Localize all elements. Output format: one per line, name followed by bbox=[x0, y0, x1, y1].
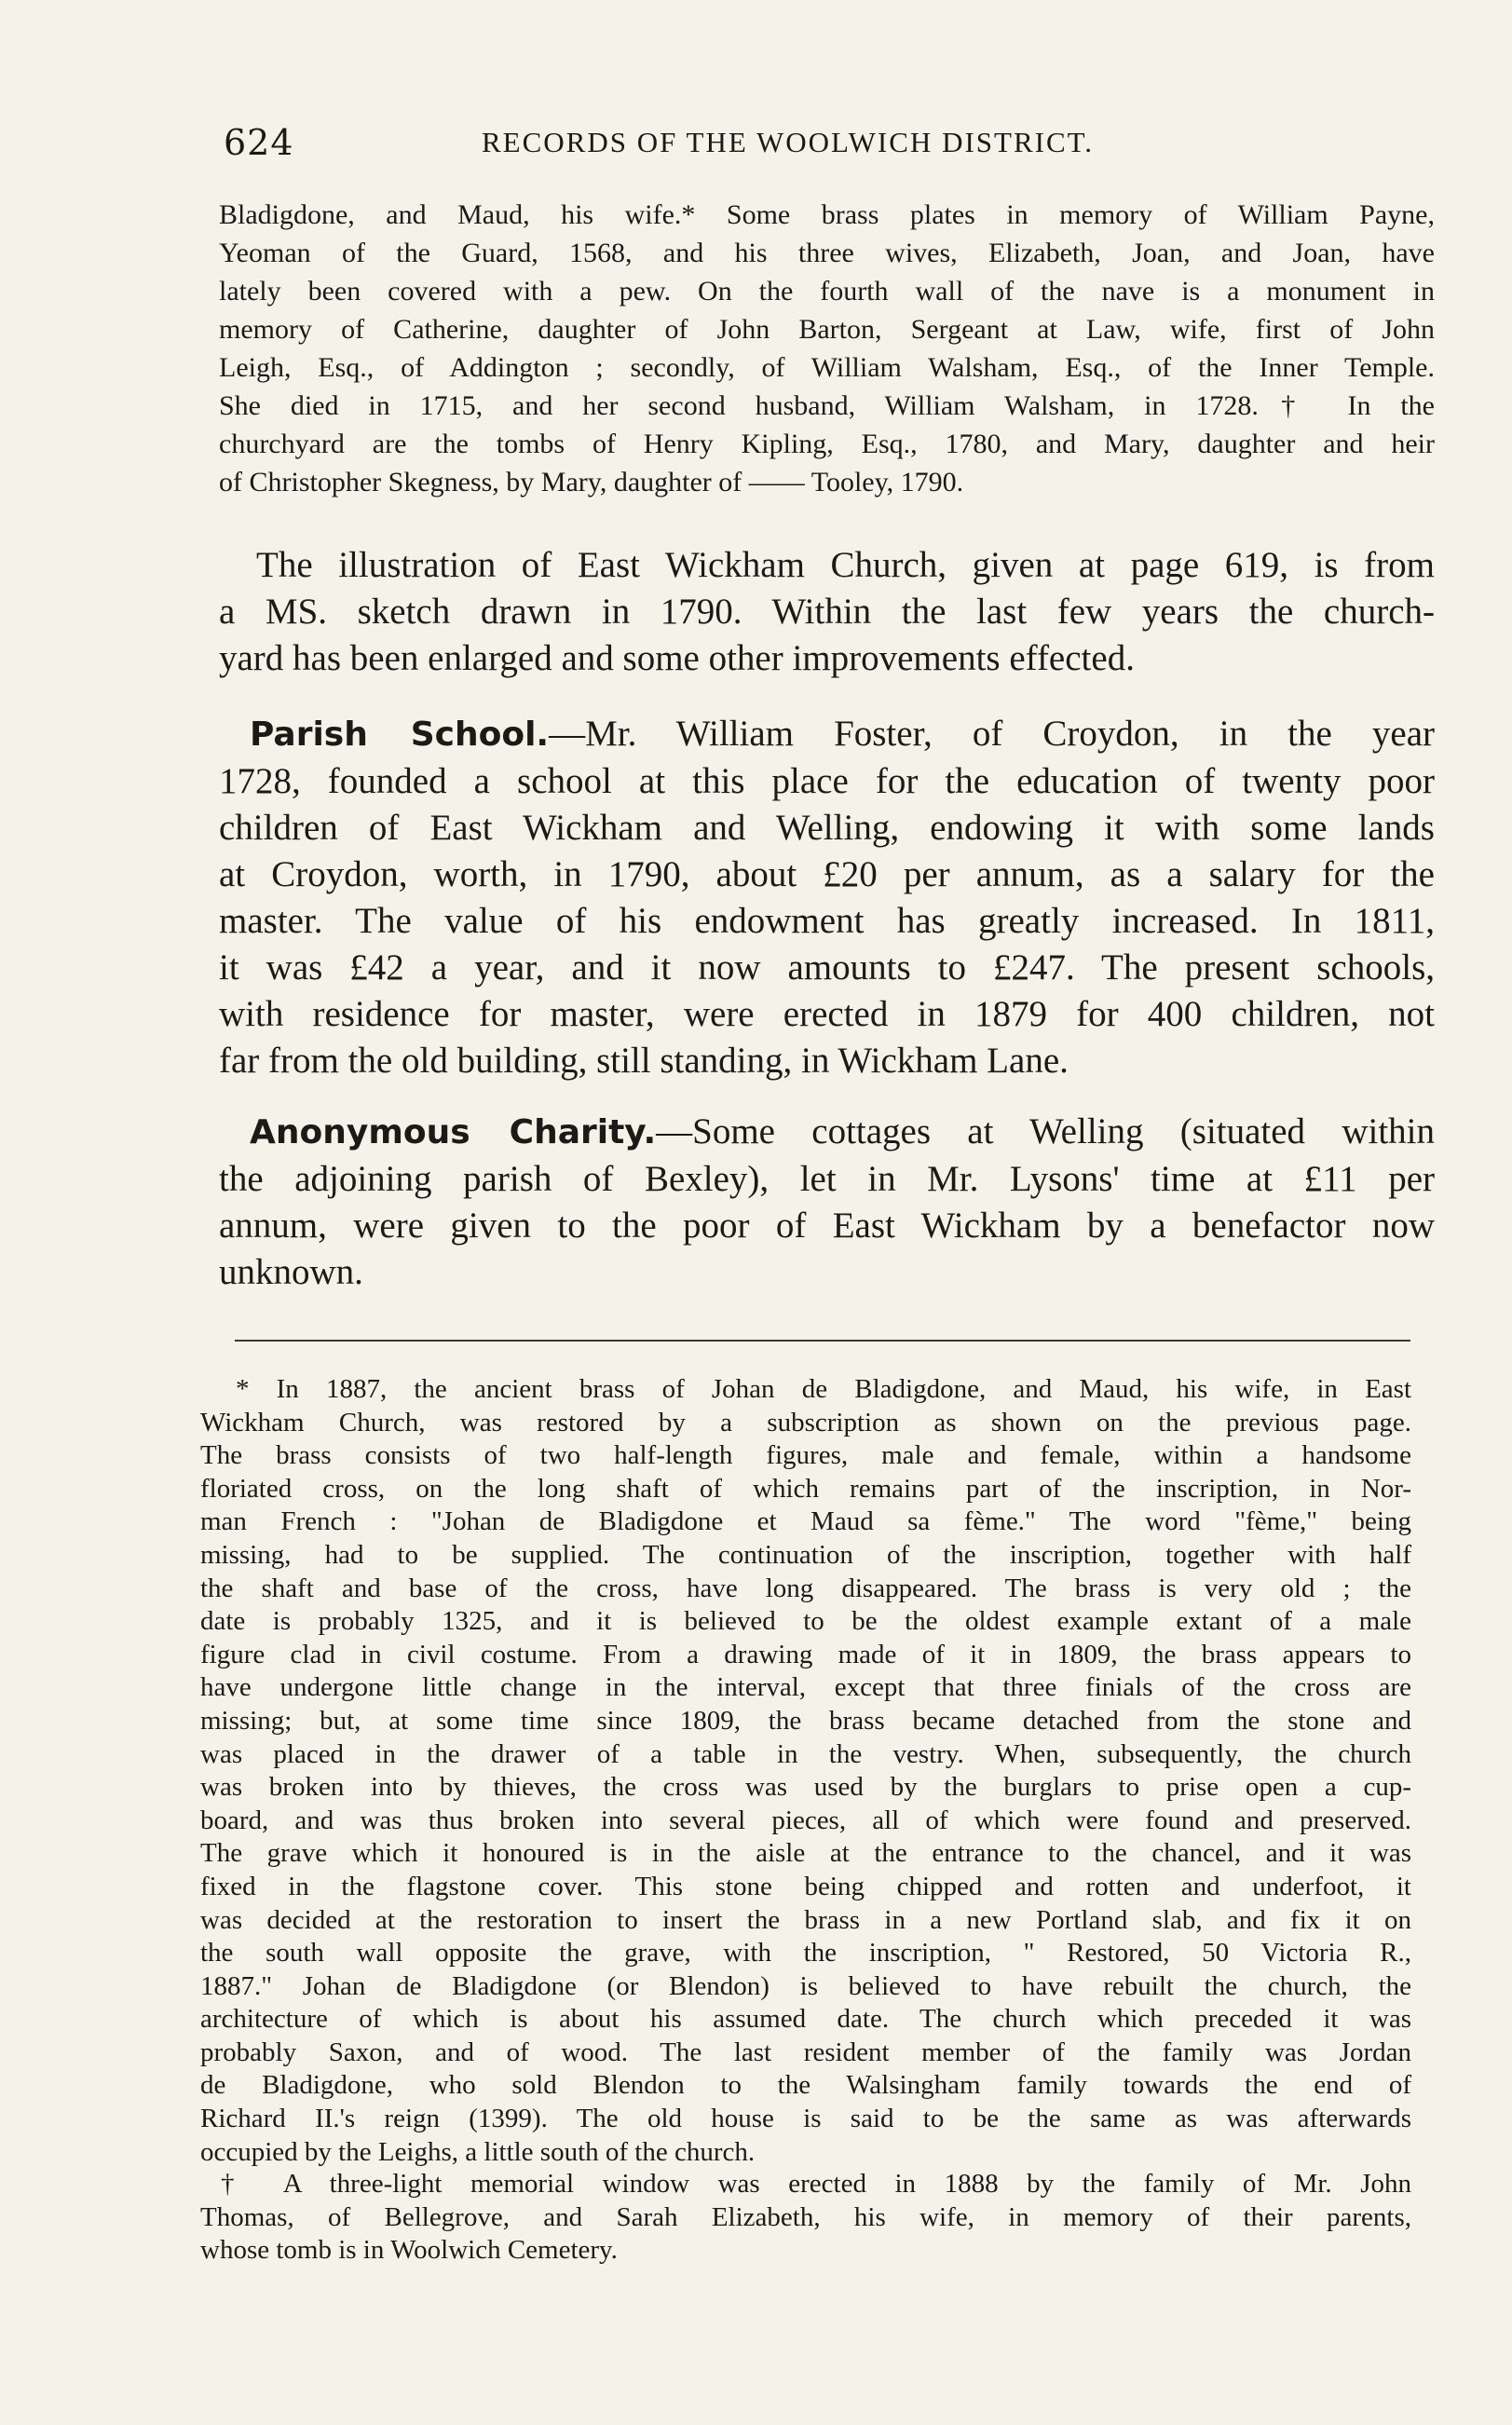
text-line: with residence for master, were erected in 1879 for 400 children, not bbox=[219, 994, 1435, 1034]
footnote-line: the south wall opposite the grave, with the inscription, " Restored, 50 Victoria R., bbox=[200, 1938, 1411, 1969]
text-line: of Christopher Skegness, by Mary, daughter of —— Tooley, 1790. bbox=[219, 467, 964, 497]
footnote-1 bbox=[200, 1373, 1411, 2169]
text-run: —Some cottages at Welling (situated within bbox=[656, 1111, 1435, 1151]
footnote-line: occupied by the Leighs, a little south of the church. bbox=[200, 2136, 756, 2167]
section-heading-anonymous-charity: Anonymous Charity. bbox=[250, 1113, 657, 1151]
footnote-line: floriated cross, on the long shaft of which remains part of the inscription, in Nor- bbox=[200, 1473, 1411, 1504]
text-line: children of East Wickham and Welling, endowing it with some lands bbox=[219, 808, 1435, 848]
text-line: annum, were given to the poor of East Wickham by a benefactor now bbox=[219, 1206, 1435, 1246]
anonymous-charity-paragraph bbox=[219, 1109, 1435, 1296]
text-line: Yeoman of the Guard, 1568, and his three wives, Elizabeth, Joan, and Joan, have bbox=[219, 238, 1435, 268]
footnote-line: fixed in the flagstone cover. This stone being chipped and rotten and underfoot, it bbox=[200, 1871, 1411, 1901]
footnote-divider bbox=[235, 1340, 1410, 1342]
text-line: churchyard are the tombs of Henry Kipling, Esq., 1780, and Mary, daughter and heir bbox=[219, 429, 1435, 459]
text-run: —Mr. William Foster, of Croydon, in the year bbox=[549, 714, 1435, 754]
text-line bbox=[219, 1109, 1435, 1156]
footnote-line: Thomas, of Bellegrove, and Sarah Elizabeth, his wife, in memory of their parents, bbox=[200, 2201, 1411, 2232]
text-line: memory of Catherine, daughter of John Barton, Sergeant at Law, wife, first of John bbox=[219, 314, 1435, 345]
top-paragraph bbox=[219, 196, 1435, 501]
text-line: it was £42 a year, and it now amounts to £247. The present schools, bbox=[219, 947, 1435, 988]
footnote-line: The brass consists of two half-length figures, male and female, within a handsome bbox=[200, 1440, 1411, 1471]
text-line: the adjoining parish of Bexley), let in Mr. Lysons' time at £11 per bbox=[219, 1159, 1435, 1199]
footnote-line: missing, had to be supplied. The continuation of the inscription, together with half bbox=[200, 1539, 1411, 1570]
text-line: at Croydon, worth, in 1790, about £20 per annum, as a salary for the bbox=[219, 854, 1435, 894]
footnote-line: date is probably 1325, and it is believed to be the oldest example extant of a male bbox=[200, 1606, 1411, 1637]
footnote-line: architecture of which is about his assumed date. The church which preceded it was bbox=[200, 2004, 1411, 2035]
footnote-line: have undergone little change in the interval, except that three finials of the cross are bbox=[200, 1672, 1411, 1703]
footnote-line: The grave which it honoured is in the aisle at the entrance to the chancel, and it was bbox=[200, 1838, 1411, 1869]
text-line: Bladigdone, and Maud, his wife.* Some brass plates in memory of William Payne, bbox=[219, 199, 1435, 230]
footnote-line: figure clad in civil costume. From a drawing made of it in 1809, the brass appears to bbox=[200, 1639, 1411, 1669]
text-line: Leigh, Esq., of Addington ; secondly, of William Walsham, Esq., of the Inner Temple. bbox=[219, 352, 1435, 383]
footnote-line: whose tomb is in Woolwich Cemetery. bbox=[200, 2235, 618, 2266]
footnote-line: Wickham Church, was restored by a subscription as shown on the previous page. bbox=[200, 1407, 1411, 1437]
text-line: unknown. bbox=[219, 1252, 363, 1292]
text-line: yard has been enlarged and some other improvements effected. bbox=[219, 638, 1135, 678]
running-head: RECORDS OF THE WOOLWICH DISTRICT. bbox=[482, 126, 1095, 158]
text-line: 1728, founded a school at this place for the education of twenty poor bbox=[219, 761, 1435, 801]
text-line: lately been covered with a pew. On the fourth wall of the nave is a monument in bbox=[219, 276, 1435, 307]
footnote-line: missing; but, at some time since 1809, the brass became detached from the stone and bbox=[200, 1705, 1411, 1736]
footnote-line: man French : "Johan de Bladigdone et Maud sa fème." The word "fème," being bbox=[200, 1506, 1411, 1537]
page-header bbox=[216, 116, 1427, 172]
footnote-line: board, and was thus broken into several pieces, all of which were found and preserved. bbox=[200, 1805, 1411, 1835]
page-number: 624 bbox=[224, 122, 294, 163]
text-line: The illustration of East Wickham Church, given at page 619, is from bbox=[256, 545, 1435, 585]
footnote-line: de Bladigdone, who sold Blendon to the Walsingham family towards the end of bbox=[200, 2070, 1411, 2101]
footnote-line: the shaft and base of the cross, have long disappeared. The brass is very old ; the bbox=[200, 1573, 1411, 1603]
footnote-2 bbox=[200, 2168, 1411, 2268]
text-line: master. The value of his endowment has greatly increased. In 1811, bbox=[219, 901, 1435, 941]
text-line: far from the old building, still standing, in Wickham Lane. bbox=[219, 1041, 1069, 1081]
footnote-line: Richard II.'s reign (1399). The old house is said to be the same as was afterwards bbox=[200, 2104, 1411, 2134]
footnote-line: probably Saxon, and of wood. The last resident member of the family was Jordan bbox=[200, 2037, 1411, 2067]
text-line: a MS. sketch drawn in 1790. Within the last few years the church- bbox=[219, 592, 1435, 632]
footnote-line: † A three-light memorial window was erected in 1888 by the family of Mr. John bbox=[221, 2169, 1411, 2199]
footnote-line: 1887." Johan de Bladigdone (or Blendon) is believed to have rebuilt the church, the bbox=[200, 1970, 1411, 2001]
text-line: She died in 1715, and her second husband, William Walsham, in 1728.† In the bbox=[219, 390, 1435, 421]
text-line bbox=[219, 711, 1435, 758]
section-heading-parish-school: Parish School. bbox=[250, 715, 550, 754]
illustration-paragraph bbox=[219, 542, 1435, 682]
footnote-line: was placed in the drawer of a table in the vestry. When, subsequently, the church bbox=[200, 1738, 1411, 1769]
footnote-line: was decided at the restoration to insert the brass in a new Portland slab, and fix it on bbox=[200, 1904, 1411, 1935]
footnote-line: * In 1887, the ancient brass of Johan de Bladigdone, and Maud, his wife, in East bbox=[236, 1374, 1411, 1404]
parish-school-paragraph bbox=[219, 711, 1435, 1084]
footnote-line: was broken into by thieves, the cross was used by the burglars to prise open a cup- bbox=[200, 1772, 1411, 1803]
